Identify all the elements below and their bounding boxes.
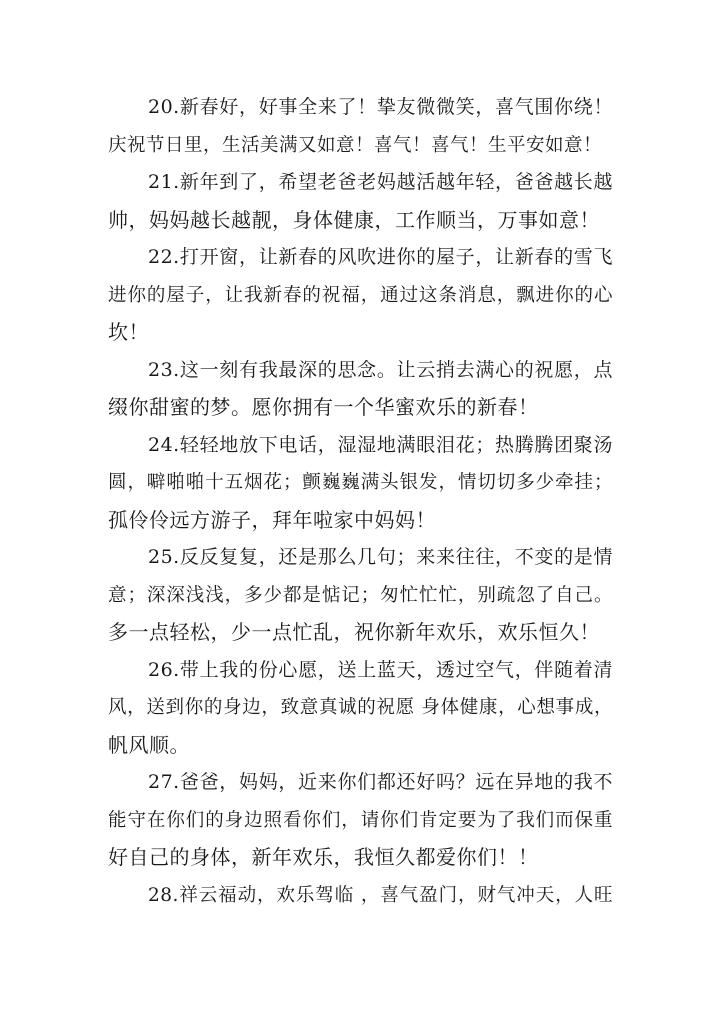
- text-line: 25.反反复复，还是那么几句；来来往往，不变的是情: [148, 546, 613, 568]
- text-line: 28.祥云福动，欢乐驾临 ，喜气盈门，财气冲天，人旺: [148, 884, 613, 906]
- text-line: 能守在你们的身边照看你们，请你们肯定要为了我们而保重: [108, 809, 613, 831]
- paragraph-21: [108, 164, 613, 239]
- paragraph-22: [108, 239, 613, 352]
- text-line: 进你的屋子，让我新春的祝福，通过这条消息，飘进你的心: [108, 284, 613, 306]
- paragraph-25: [108, 539, 613, 652]
- text-line: 好自己的身体，新年欢乐，我恒久都爱你们！！: [108, 845, 539, 869]
- text-line: 意；深深浅浅，多少都是惦记；匆忙忙忙，别疏忽了自己。: [108, 584, 613, 606]
- text-line: 20.新春好，好事全来了！挚友微微笑，喜气围你绕！: [148, 96, 613, 118]
- text-line: 23.这一刻有我最深的思念。让云捎去满心的祝愿，点: [148, 358, 613, 381]
- document-body: [108, 89, 613, 914]
- text-line: 坎！: [108, 320, 149, 344]
- text-line: 缀你甜蜜的梦。愿你拥有一个华蜜欢乐的新春！: [108, 395, 539, 419]
- text-line: 帅，妈妈越长越靓，身体健康，工作顺当，万事如意！: [108, 207, 600, 232]
- text-line: 圆，噼啪啪十五烟花；颤巍巍满头银发，情切切多少牵挂；: [108, 472, 613, 493]
- text-line: 26.带上我的份心愿，送上蓝天，透过空气，伴随着清: [148, 658, 613, 681]
- text-line: 27.爸爸，妈妈，近来你们都还好吗？远在异地的我不: [148, 771, 613, 793]
- text-line: 24.轻轻地放下电话，湿湿地满眼泪花；热腾腾团聚汤: [148, 433, 613, 456]
- text-line: 帆风顺。: [108, 732, 190, 757]
- paragraph-20: [108, 89, 613, 164]
- text-line: 庆祝节日里，生活美满又如意！喜气！喜气！生平安如意！: [108, 134, 603, 156]
- text-line: 22.打开窗，让新春的风吹进你的屋子，让新春的雪飞: [148, 246, 613, 268]
- paragraph-28: [108, 877, 613, 915]
- paragraph-24: [108, 427, 613, 540]
- text-line: 风，送到你的身边，致意真诚的祝愿 身体健康，心想事成，: [108, 697, 613, 718]
- paragraph-23: [108, 352, 613, 427]
- paragraph-26: [108, 652, 613, 765]
- paragraph-27: [108, 764, 613, 877]
- text-line: 孤伶伶远方游子，拜年啦家中妈妈！: [108, 507, 436, 532]
- text-line: 多一点轻松，少一点忙乱，祝你新年欢乐，欢乐恒久！: [108, 620, 600, 644]
- text-line: 21.新年到了，希望老爸老妈越活越年轻，爸爸越长越: [148, 171, 613, 193]
